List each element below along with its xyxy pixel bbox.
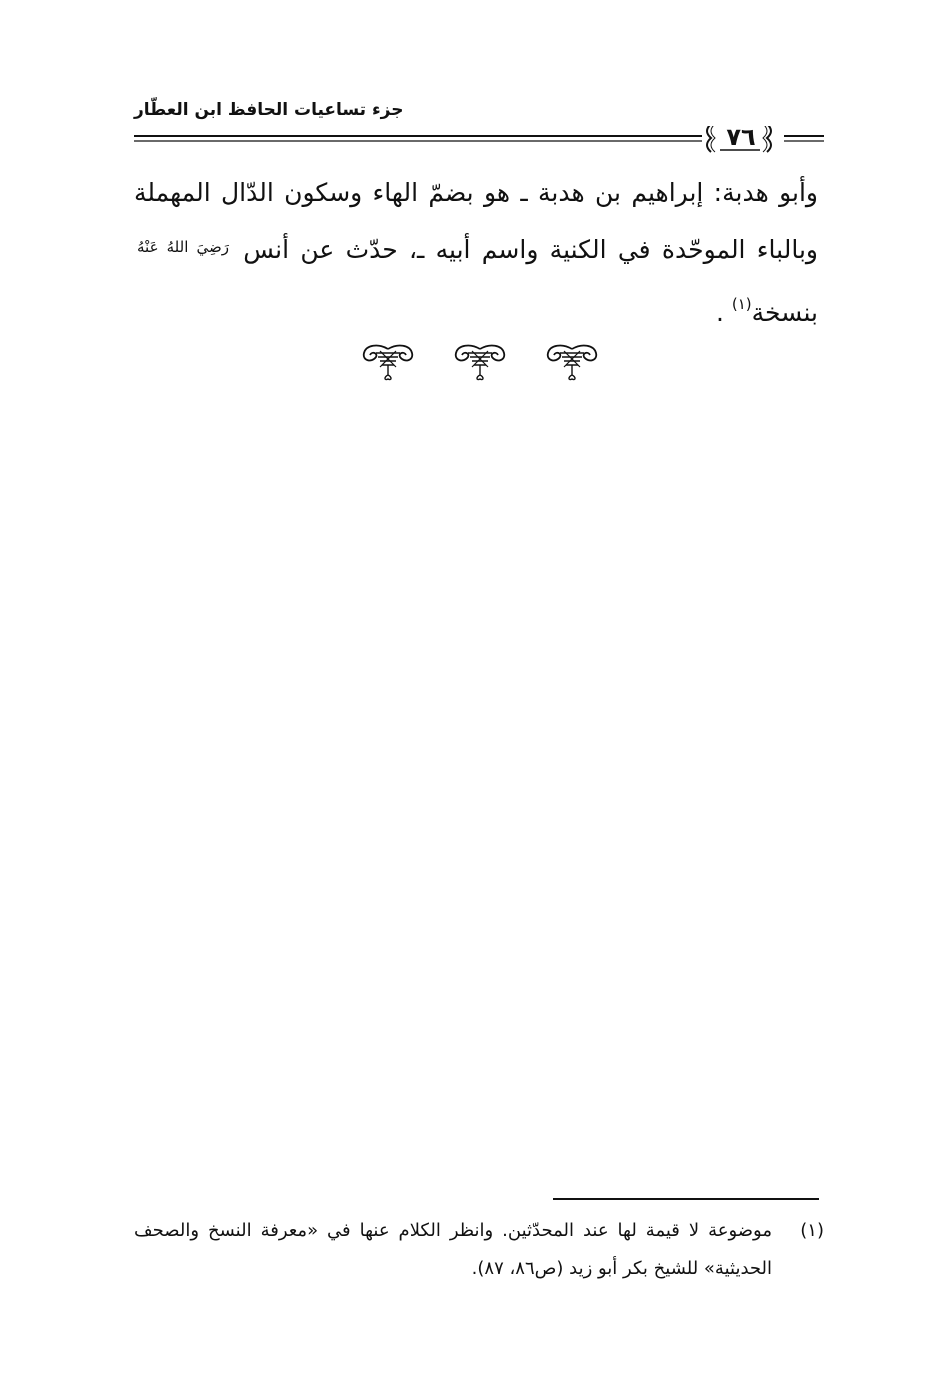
- floral-ornament-icon: [544, 341, 600, 381]
- page-number: ٧٦: [726, 123, 756, 151]
- body-text-main: وأبو هدبة: إبراهيم بن هدبة ـ هو بضمّ الهاء وسكون الدّال المهملة وبالباء الموحّدة في الكنية واسم أبيه ـ، حدّث عن أنس: [134, 178, 818, 264]
- body-paragraph: [134, 166, 818, 340]
- body-text-tail: بنسخة: [751, 298, 818, 327]
- footnote-separator: [553, 1198, 819, 1200]
- footnote-number: (١): [800, 1220, 824, 1241]
- body-text-end: .: [715, 298, 724, 327]
- footnote-reference[interactable]: (١): [731, 295, 752, 313]
- footnote: [134, 1212, 824, 1288]
- floral-ornament-icon: [452, 341, 508, 381]
- honorific-phrase: رَضِيَ اللهُ عَنْهُ: [137, 238, 229, 256]
- floral-ornament-icon: [360, 341, 416, 381]
- footnote-text: موضوعة لا قيمة لها عند المحدّثين. وانظر الكلام عنها في «معرفة النسخ والصحف الحديثية» للشيخ بكر أبو زيد (ص٨٦، ٨٧).: [134, 1220, 772, 1279]
- section-separator: [360, 340, 600, 382]
- running-title: جزء تساعيات الحافظ ابن العطّار: [134, 100, 404, 120]
